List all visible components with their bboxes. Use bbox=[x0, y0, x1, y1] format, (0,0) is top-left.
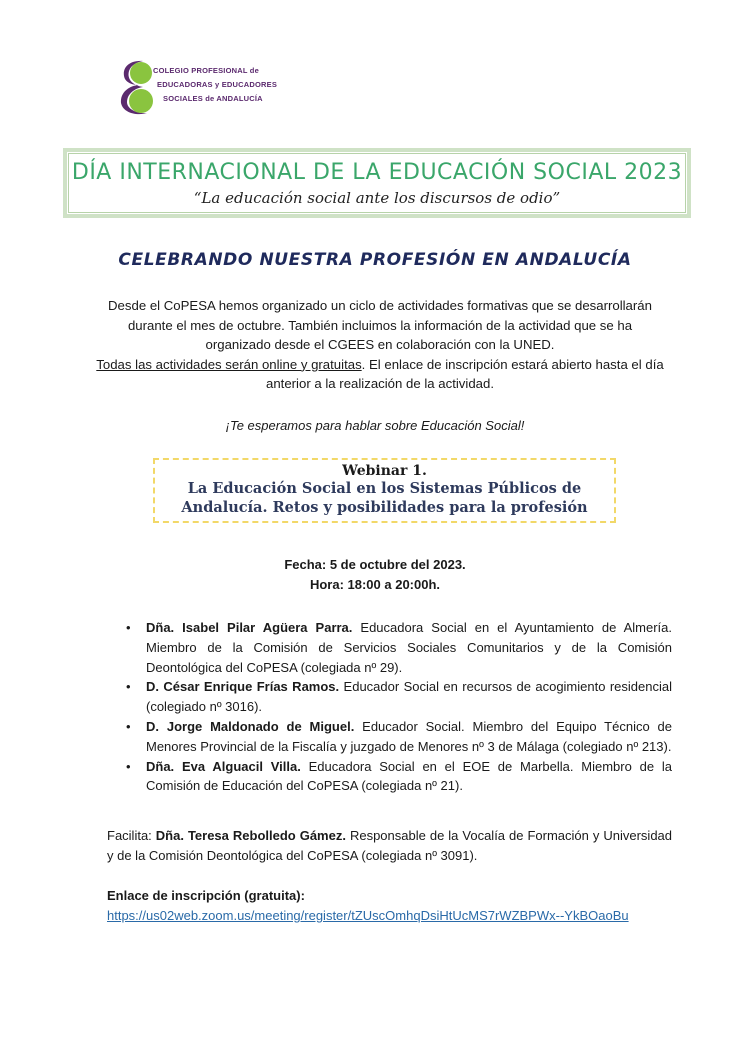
speaker-desc: Educador Social. Miembro del Equipo Técnico de Menores Provincial de la Fiscalía y juzgado de Menores nº 3 de Málaga (colegiado nº 213). bbox=[146, 718, 672, 754]
speaker-item bbox=[112, 618, 672, 677]
logo-eight-icon bbox=[117, 58, 157, 116]
section-headline: CELEBRANDO NUESTRA PROFESIÓN EN ANDALUCÍA bbox=[118, 250, 632, 270]
speaker-name: D. César Enrique Frías Ramos. bbox=[146, 679, 340, 695]
title-banner bbox=[63, 148, 691, 218]
speaker-name: Dña. Eva Alguacil Villa. bbox=[146, 758, 301, 774]
speaker-desc: Educadora Social en el Ayuntamiento de Almería. Miembro de la Comisión de Servicios Sociales Comunitarios y de la Comisión Deontológica del CoPESA (colegiada nº 29). bbox=[146, 620, 672, 675]
webinar-title: La Educación Social en los Sistemas Públicos de Andalucía. Retos y posibilidades para la profesión bbox=[181, 480, 588, 516]
bullet-icon: • bbox=[126, 718, 131, 734]
speaker-desc: Educador Social en recursos de acogimiento residencial (colegiado nº 3016). bbox=[146, 679, 672, 715]
logo-line-1: COLEGIO PROFESIONAL de bbox=[153, 66, 259, 75]
speaker-name: Dña. Isabel Pilar Agüera Parra. bbox=[146, 620, 353, 635]
event-time: Hora: 18:00 a 20:00h. bbox=[309, 577, 441, 592]
speaker-item bbox=[112, 677, 672, 717]
intro-underlined-text: Todas las actividades serán online y gratuitas bbox=[96, 356, 362, 372]
intro-text-2: . El enlace de inscripción estará abierto hasta el día anterior a la realización de la actividad. bbox=[266, 356, 664, 391]
speaker-item bbox=[112, 757, 672, 797]
page-subtitle: “La educación social ante los discursos de odio” bbox=[193, 189, 561, 207]
bullet-icon: • bbox=[126, 679, 131, 695]
invite-text: ¡Te esperamos para hablar sobre Educación Social! bbox=[225, 418, 525, 433]
schedule bbox=[0, 555, 750, 595]
speaker-desc: Educadora Social en el EOE de Marbella. Miembro de la Comisión de Educación del CoPESA (colegiada nº 21). bbox=[146, 758, 672, 794]
logo-line-2: EDUCADORAS y EDUCADORES bbox=[157, 80, 278, 89]
enrollment-label: Enlace de inscripción (gratuita): bbox=[107, 888, 305, 903]
speaker-name: D. Jorge Maldonado de Miguel. bbox=[146, 718, 355, 734]
copesa-logo bbox=[117, 58, 297, 118]
speaker-item bbox=[112, 717, 672, 757]
facilitator bbox=[107, 826, 672, 866]
event-date: Fecha: 5 de octubre del 2023. bbox=[284, 557, 466, 572]
logo-line-3: SOCIALES de ANDALUCÍA bbox=[163, 94, 263, 103]
enrollment bbox=[107, 886, 629, 926]
enrollment-link[interactable]: https://us02web.zoom.us/meeting/register/tZUscOmhqDsiHtUcMS7rWZBPWx--YkBOaoBu bbox=[107, 908, 629, 923]
page-title: DÍA INTERNACIONAL DE LA EDUCACIÓN SOCIAL 2023 bbox=[71, 160, 683, 185]
facilitator-label: Facilita: bbox=[107, 828, 156, 843]
bullet-icon: • bbox=[126, 758, 131, 774]
bullet-icon: • bbox=[126, 620, 131, 635]
facilitator-name: Dña. Teresa Rebolledo Gámez. bbox=[155, 828, 346, 843]
intro-paragraph bbox=[95, 296, 665, 394]
speaker-list bbox=[112, 618, 672, 796]
intro-text: Desde el CoPESA hemos organizado un ciclo de actividades formativas que se desarrollarán durante el mes de octubre. También incluimos la información de la actividad que se ha organizado desde el CGEES en colaboración con la UNED. bbox=[108, 298, 652, 352]
webinar-number: Webinar 1. bbox=[342, 463, 427, 479]
facilitator-desc: Responsable de la Vocalía de Formación y Universidad y de la Comisión Deontológica del CoPESA (colegiada nº 3091). bbox=[107, 828, 673, 863]
webinar-box bbox=[153, 458, 616, 523]
